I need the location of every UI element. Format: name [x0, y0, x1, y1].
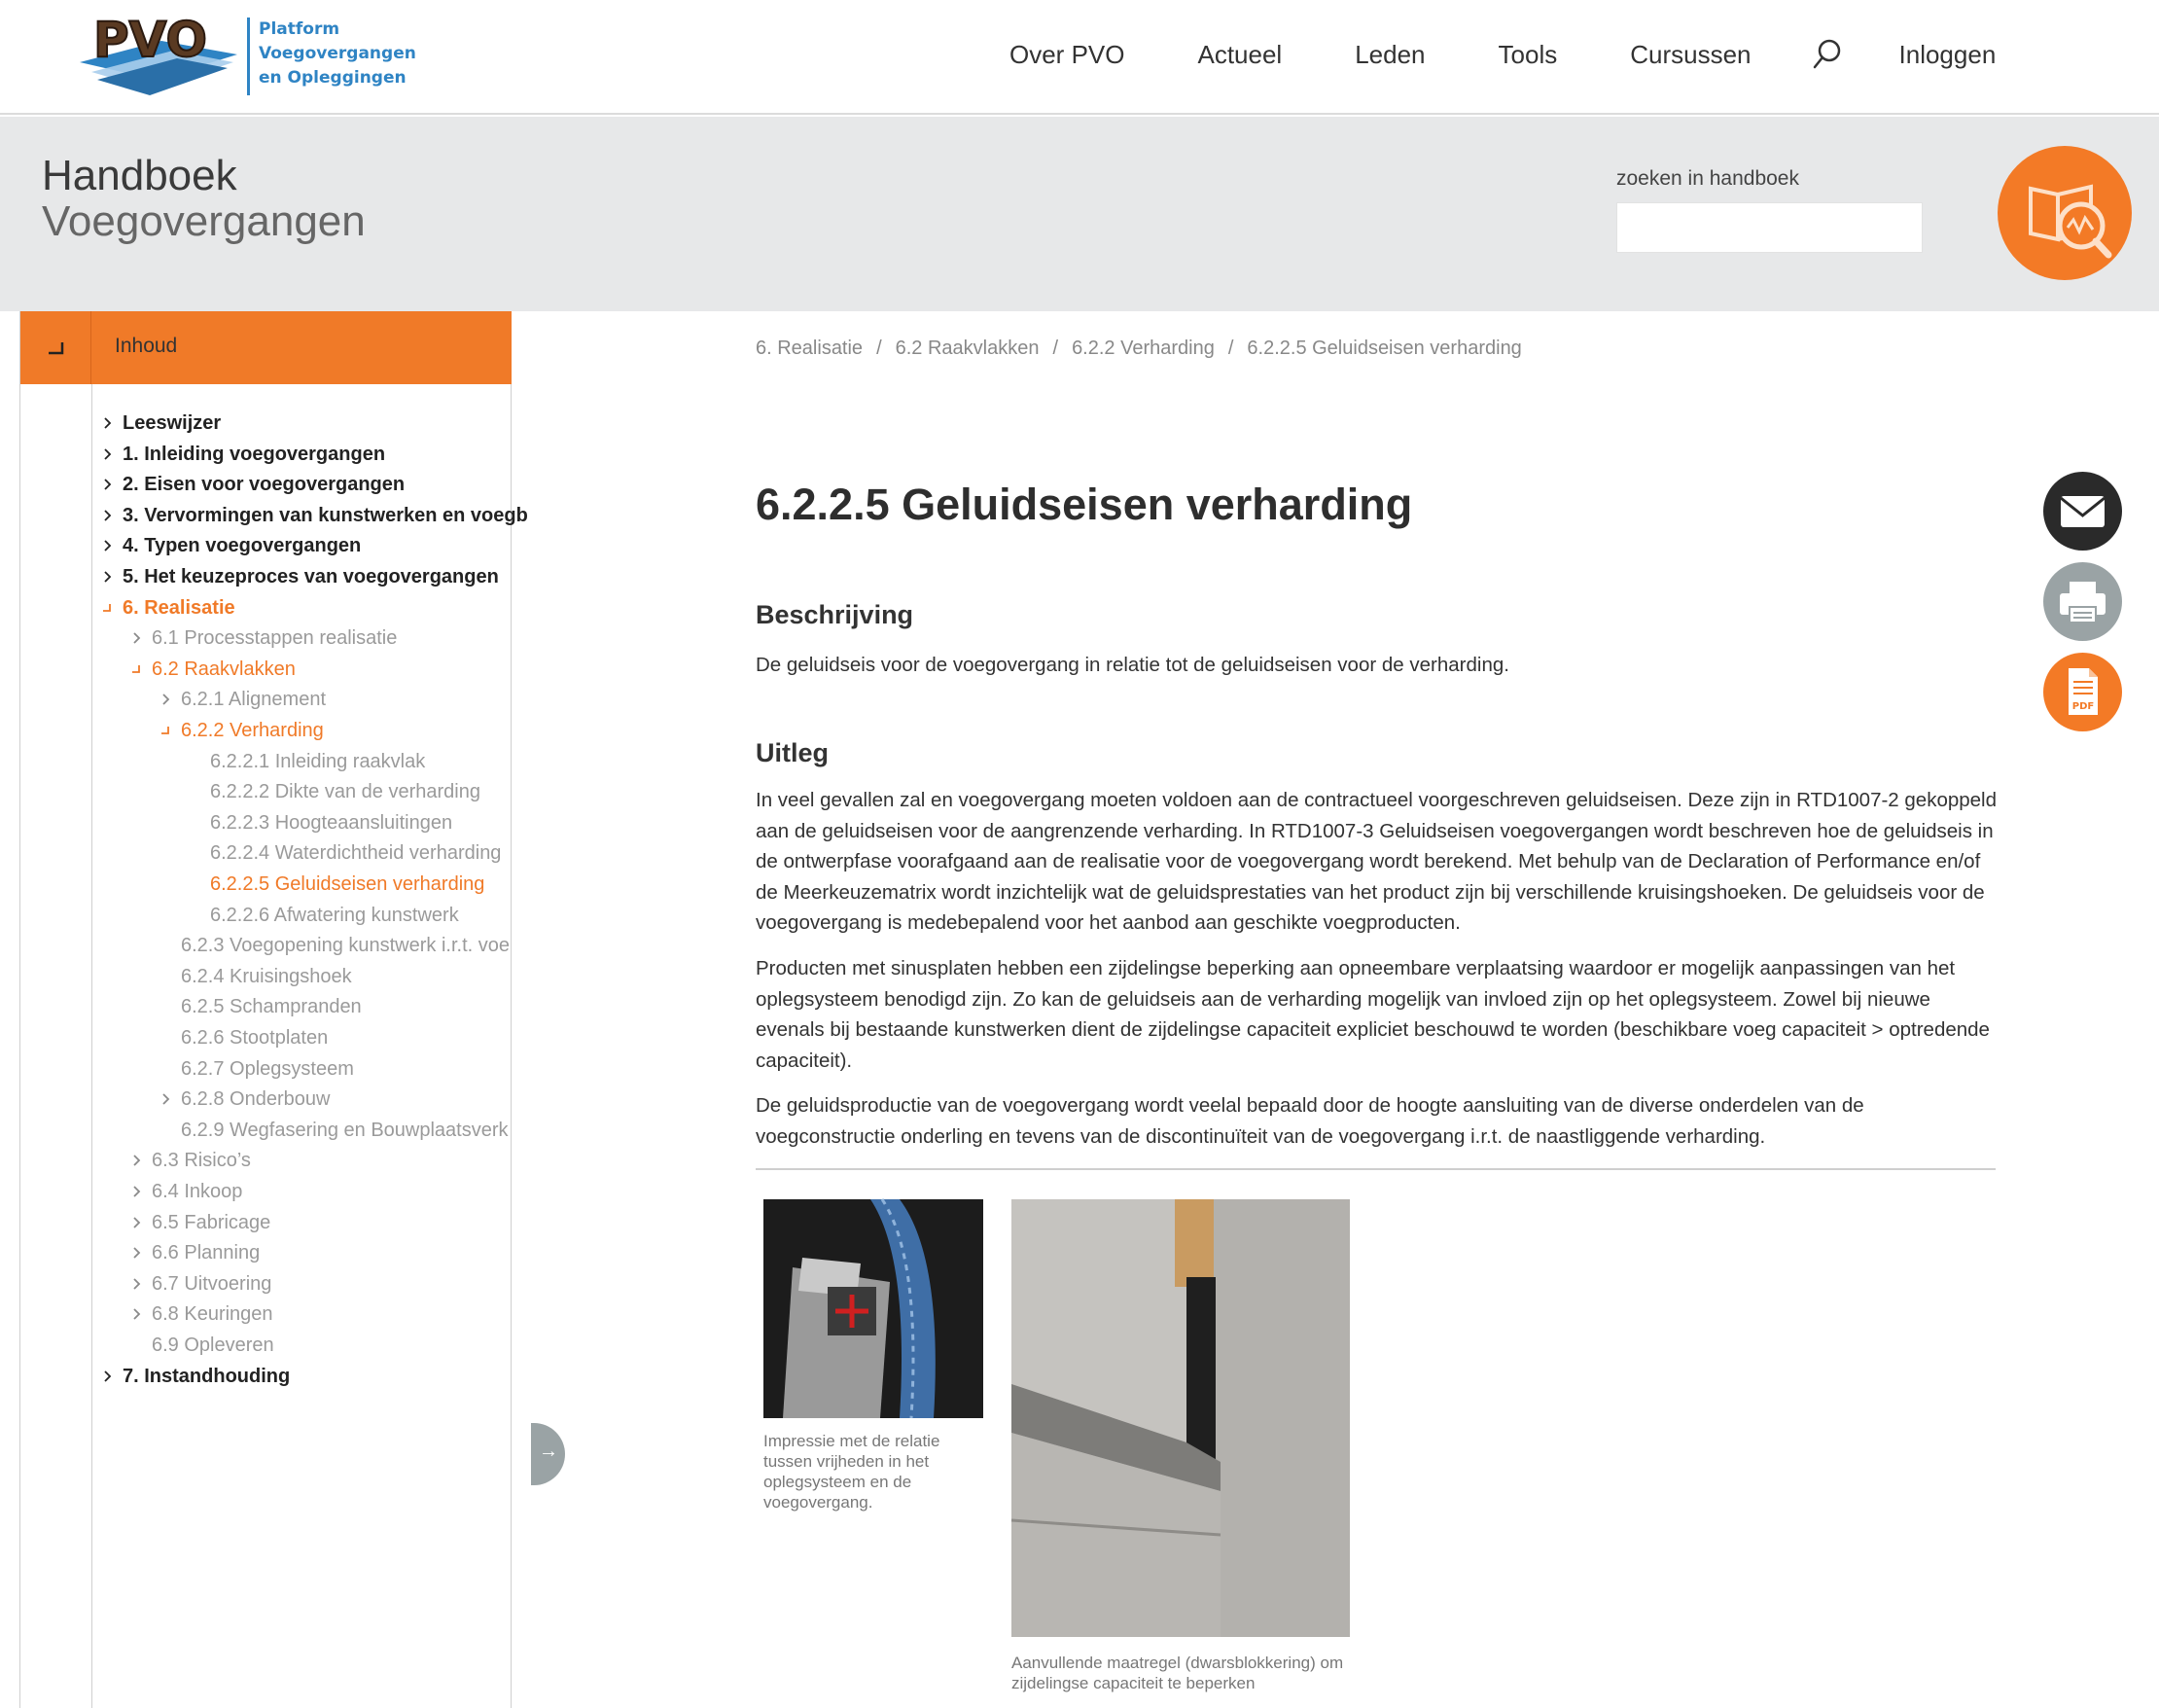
nav-over-pvo[interactable]: Over PVO: [1009, 39, 1125, 69]
toc-item[interactable]: [20, 931, 512, 961]
site-header: [0, 0, 2159, 115]
toc-item[interactable]: [20, 623, 512, 654]
nav-tools[interactable]: Tools: [1498, 39, 1558, 69]
toc-item[interactable]: [20, 962, 512, 992]
nav-leden[interactable]: Leden: [1355, 39, 1426, 69]
toc-item-label: 6.2.8 Onderbouw: [181, 1088, 331, 1111]
handbook-title-line2: Voegovergangen: [42, 197, 366, 245]
breadcrumb-item-verharding[interactable]: 6.2.2 Verharding: [1072, 337, 1215, 359]
toc-item[interactable]: [20, 1116, 512, 1146]
toc-item-label: 6.9 Opleveren: [152, 1334, 274, 1356]
pdf-label: PDF: [2071, 701, 2095, 712]
toc-item-label: 6.3 Risico’s: [152, 1150, 251, 1172]
figure-1-caption: Impressie met de relatie tussen vrijheden in het oplegsysteem en de voegovergang.: [763, 1432, 940, 1512]
nav-actueel[interactable]: Actueel: [1197, 39, 1283, 69]
toc-item[interactable]: [20, 1177, 512, 1207]
toc-item-label: 6.2.2.1 Inleiding raakvlak: [210, 750, 426, 772]
chevron-right-icon[interactable]: [130, 1185, 144, 1198]
toc-item-label: 6.2 Raakvlakken: [152, 658, 296, 680]
handbook-title-line1: Handboek: [42, 152, 237, 199]
toc-item-label: 6.1 Processtappen realisatie: [152, 627, 398, 650]
toc-item[interactable]: [20, 838, 512, 869]
toc-item[interactable]: [20, 440, 512, 470]
toc-item[interactable]: [20, 562, 512, 592]
toc-item[interactable]: [20, 777, 512, 807]
toc-item[interactable]: [20, 1362, 512, 1392]
chevron-right-icon[interactable]: [101, 1370, 115, 1383]
toc-item-label: 6.2.1 Alignement: [181, 689, 326, 711]
toc-item-label: 6.7 Uitvoering: [152, 1272, 272, 1295]
toc-item[interactable]: [20, 1208, 512, 1238]
handbook-search-input[interactable]: [1616, 202, 1923, 253]
figure-impressie: [763, 1199, 983, 1520]
toc-item[interactable]: [20, 1085, 512, 1115]
breadcrumb-item-current[interactable]: 6.2.2.5 Geluidseisen verharding: [1247, 337, 1522, 359]
chevron-right-icon[interactable]: [101, 570, 115, 584]
toc-item-label: Leeswijzer: [123, 412, 222, 434]
breadcrumb: [756, 335, 1522, 362]
collapse-corner-icon: [20, 311, 91, 384]
toc-item[interactable]: [20, 531, 512, 561]
logo-org-name: [247, 18, 416, 95]
toc-item-label: 3. Vervormingen van kunstwerken en voegb: [123, 504, 528, 526]
toc-item-label: 6.2.4 Kruisingshoek: [181, 965, 352, 987]
toc-item[interactable]: [20, 1269, 512, 1299]
toc-item[interactable]: [20, 901, 512, 931]
chevron-right-icon[interactable]: [101, 416, 115, 430]
logo-line-3: en Opleggingen: [259, 68, 407, 88]
breadcrumb-separator: /: [876, 337, 882, 359]
toc-item-label: 6.2.9 Wegfasering en Bouwplaatsverk: [181, 1119, 509, 1141]
toc-item[interactable]: [20, 1299, 512, 1330]
toc-item[interactable]: [20, 1238, 512, 1268]
toc-item-label: 6.2.2.6 Afwatering kunstwerk: [210, 904, 459, 926]
beschrijving-heading: Beschrijving: [756, 600, 914, 629]
toc-item-label: 7. Instandhouding: [123, 1365, 291, 1387]
toc-sidebar: [19, 311, 558, 1708]
handbook-search-label: zoeken in handboek: [1616, 167, 1799, 190]
toc-item-label: 4. Typen voegovergangen: [123, 535, 362, 557]
toc-item-label: 5. Het keuzeproces van voegovergangen: [123, 566, 499, 587]
toc-item-label: 1. Inleiding voegovergangen: [123, 443, 386, 465]
mail-button[interactable]: [2043, 472, 2122, 551]
toc-item-label: 6.2.6 Stootplaten: [181, 1027, 329, 1049]
breadcrumb-separator: /: [1227, 337, 1234, 359]
toc-item-label: 6.2.2.4 Waterdichtheid verharding: [210, 842, 502, 865]
chevron-right-icon[interactable]: [130, 1307, 144, 1321]
print-button[interactable]: [2043, 562, 2122, 641]
toc-item[interactable]: [20, 747, 512, 777]
sidebar-collapse-button[interactable]: [531, 1423, 565, 1485]
toc-item[interactable]: [20, 409, 512, 439]
uitleg-heading: Uitleg: [756, 738, 830, 767]
toc-item-label: 6.2.5 Schampranden: [181, 996, 362, 1018]
pdf-icon: [2043, 653, 2122, 731]
toc-item-label: 6.5 Fabricage: [152, 1211, 271, 1233]
chevron-right-icon[interactable]: [159, 693, 173, 706]
toc-toggle-button[interactable]: [20, 311, 91, 384]
breadcrumb-item-realisatie[interactable]: 6. Realisatie: [756, 337, 864, 359]
uitleg-paragraph-1: In veel gevallen zal en voegovergang moeten voldoen aan de contractueel voorgeschreven geluidseisen. Deze zijn in RTD1007-2 gekoppeld aan de geluidseisen voor de aangrenzende verharding. In RTD1007-3 Geluidseisen voegovergangen wordt beschreven hoe de geluidseis in de ontwerpfase voorafgaand aan de realisatie voor de voegovergang wordt berekend. Met behulp van de Declaration of Performance en/of de Meerkeuzematrix wordt inzichtelijk wat de geluidsprestaties van het product zijn bij verschillende kruisingshoeken. De geluidseis voor de voegovergang is medebepalend voor het aanbod aan geschikte voegproducten.: [756, 789, 1998, 935]
chevron-right-icon[interactable]: [130, 1216, 144, 1229]
toc-item[interactable]: [20, 992, 512, 1022]
toc-item-label: 6.2.2 Verharding: [181, 720, 324, 741]
chevron-open-icon[interactable]: [159, 724, 173, 737]
toc-item-label: 6.8 Keuringen: [152, 1303, 273, 1326]
pvo-logo[interactable]: [72, 12, 416, 103]
book-search-icon-graphic: [1998, 146, 2132, 280]
toc-item[interactable]: [20, 808, 512, 838]
uitleg-paragraph-3: De geluidsproductie van de voegovergang wordt veelal bepaald door de hoogte aansluiting van de diverse onderdelen van de voegconstructie onderling en tevens van de discontinuïteit van de voegovergang i.r.t. de naastliggende verharding.: [756, 1094, 1864, 1148]
pvo-logo-abbr: PVO: [93, 12, 207, 68]
uitleg-paragraph-2: Producten met sinusplaten hebben een zijdelingse beperking aan opneembare verplaatsing waardoor er mogelijk aanpassingen van het oplegsysteem benodigd zijn. Zo kan de geluidseis aan de verharding mogelijk van invloed zijn op het oplegsysteem. Zowel bij nieuwe evenals bij bestaande kunstwerken dient de zijdelingse capaciteit expliciet beschouwd te worden (beschikbare voeg capaciteit > optredende capaciteit).: [756, 957, 1990, 1072]
figure-dwarsblokkering: [1011, 1199, 1350, 1695]
handbook-banner: [0, 117, 2159, 311]
chevron-open-icon[interactable]: [101, 601, 115, 615]
toc-item-label: 6.2.2.3 Hoogteaansluitingen: [210, 811, 453, 834]
figure-2-caption: Aanvullende maatregel (dwarsblokkering) om zijdelingse capaciteit te beperken: [1011, 1654, 1344, 1692]
toc-item-label: 2. Eisen voor voegovergangen: [123, 474, 406, 496]
main-navigation: [1009, 33, 1996, 76]
beschrijving-text: De geluidseis voor de voegovergang in relatie tot de geluidseisen voor de verharding.: [756, 654, 1509, 676]
toc-title: Inhoud: [115, 335, 178, 357]
login-link[interactable]: Inloggen: [1898, 39, 1997, 69]
toc-item[interactable]: [20, 1023, 512, 1053]
chevron-right-icon[interactable]: [130, 631, 144, 645]
mail-icon: [2043, 472, 2122, 551]
chevron-right-icon[interactable]: [101, 509, 115, 522]
toc-header: [20, 311, 512, 384]
chevron-right-icon[interactable]: [130, 1246, 144, 1260]
toc-item[interactable]: [20, 501, 528, 531]
search-icon[interactable]: [1812, 38, 1843, 71]
logo-line-2: Voegovergangen: [259, 44, 416, 63]
toc-item[interactable]: [20, 685, 512, 715]
toc-item-label: 6.6 Planning: [152, 1242, 261, 1264]
toc-item-label: 6.2.7 Oplegsysteem: [181, 1057, 354, 1080]
content-divider: [756, 1168, 1996, 1170]
toc-item[interactable]: [20, 655, 512, 685]
toc-item-label: 6.2.3 Voegopening kunstwerk i.r.t. voe: [181, 935, 510, 957]
figure-2-image[interactable]: [1011, 1199, 1350, 1637]
toc-item[interactable]: [20, 470, 512, 500]
toc-item-label: 6. Realisatie: [123, 596, 235, 619]
toc-item[interactable]: [20, 1054, 512, 1085]
toc-item[interactable]: [20, 1331, 512, 1361]
chevron-right-icon[interactable]: [130, 1154, 144, 1167]
chevron-right-icon[interactable]: [159, 1092, 173, 1106]
toc-item-label: 6.4 Inkoop: [152, 1181, 243, 1202]
toc-item-label: 6.2.2.5 Geluidseisen verharding: [210, 873, 485, 895]
figure-1-image[interactable]: [763, 1199, 983, 1418]
chevron-open-icon[interactable]: [130, 662, 144, 676]
chevron-right-icon[interactable]: [101, 539, 115, 552]
toc-item-label: 6.2.2.2 Dikte van de verharding: [210, 781, 480, 803]
breadcrumb-item-raakvlakken[interactable]: 6.2 Raakvlakken: [895, 337, 1040, 359]
logo-line-1: Platform: [259, 19, 340, 39]
toc-item[interactable]: [20, 593, 512, 623]
page-title: 6.2.2.5 Geluidseisen verharding: [756, 480, 1413, 529]
chevron-right-icon[interactable]: [130, 1277, 144, 1291]
toc-item[interactable]: [20, 716, 512, 746]
toc-item[interactable]: [20, 870, 512, 900]
nav-cursussen[interactable]: Cursussen: [1630, 39, 1752, 69]
print-icon: [2043, 562, 2122, 641]
pdf-button[interactable]: [2043, 653, 2122, 731]
arrow-right-icon: →: [539, 1441, 558, 1462]
toc-item[interactable]: [20, 1146, 512, 1176]
pvo-logo-mark: [72, 12, 242, 103]
book-search-icon[interactable]: [1998, 146, 2132, 280]
chevron-right-icon[interactable]: [101, 447, 115, 461]
breadcrumb-separator: /: [1052, 337, 1059, 359]
chevron-right-icon[interactable]: [101, 478, 115, 491]
